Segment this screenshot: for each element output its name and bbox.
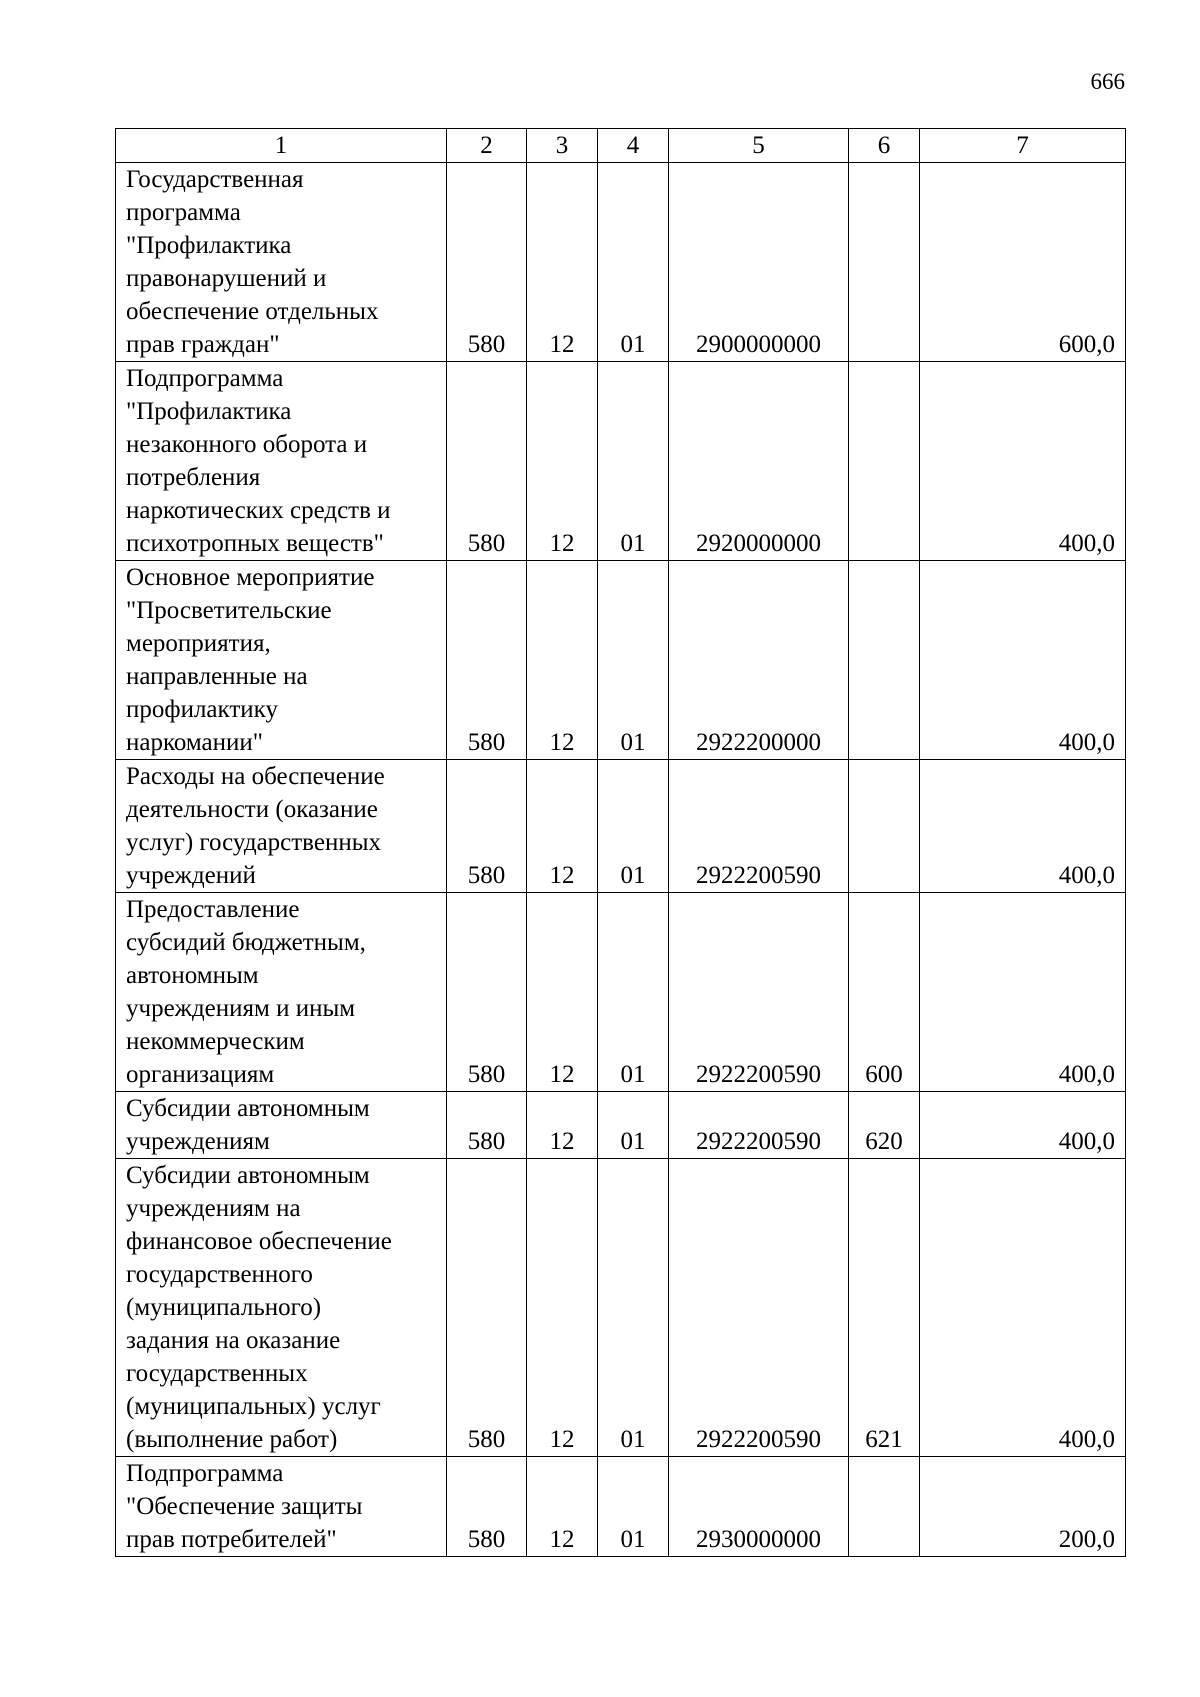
code-cell: 580 [447,362,527,561]
subsection-cell: 01 [598,1457,669,1557]
table-row [116,1092,1126,1159]
section-cell: 12 [527,1092,598,1159]
subsection-cell: 01 [598,893,669,1092]
section-cell: 12 [527,1457,598,1557]
row-name-cell: Субсидии автономным учреждениям [116,1092,447,1159]
subsection-cell: 01 [598,362,669,561]
table-row [116,362,1126,561]
subsection-cell: 01 [598,163,669,362]
column-header-3: 3 [527,129,598,163]
amount-cell: 400,0 [920,1159,1126,1457]
table-header [116,129,1126,163]
row-name-cell: Предоставление субсидий бюджетным, автономным учреждениям и иным некоммерческим организациям [116,893,447,1092]
page-number: 666 [1090,69,1125,94]
table-row [116,163,1126,362]
header-row [116,129,1126,163]
subsection-cell: 01 [598,561,669,760]
subsection-cell: 01 [598,1159,669,1457]
column-header-7: 7 [920,129,1126,163]
row-name-cell: Подпрограмма "Профилактика незаконного оборота и потребления наркотических средств и психотропных веществ" [116,362,447,561]
row-name-cell: Основное мероприятие "Просветительские мероприятия, направленные на профилактику наркомании" [116,561,447,760]
target-article-cell: 2922200590 [669,760,849,893]
expense-type-cell [849,362,920,561]
row-name-cell: Субсидии автономным учреждениям на финансовое обеспечение государственного (муниципального) задания на оказание государственных (муниципальных) услуг (выполнение работ) [116,1159,447,1457]
target-article-cell: 2920000000 [669,362,849,561]
expense-type-cell [849,1457,920,1557]
target-article-cell: 2922200590 [669,1092,849,1159]
row-name-cell: Подпрограмма "Обеспечение защиты прав потребителей" [116,1457,447,1557]
section-cell: 12 [527,163,598,362]
amount-cell: 400,0 [920,1092,1126,1159]
expense-type-cell [849,760,920,893]
section-cell: 12 [527,760,598,893]
table-row [116,893,1126,1092]
target-article-cell: 2922200590 [669,1159,849,1457]
table-row [116,760,1126,893]
code-cell: 580 [447,163,527,362]
code-cell: 580 [447,1159,527,1457]
expense-type-cell: 600 [849,893,920,1092]
amount-cell: 400,0 [920,893,1126,1092]
code-cell: 580 [447,561,527,760]
amount-cell: 400,0 [920,760,1126,893]
table-row [116,1159,1126,1457]
row-name-cell: Расходы на обеспечение деятельности (оказание услуг) государственных учреждений [116,760,447,893]
amount-cell: 400,0 [920,561,1126,760]
code-cell: 580 [447,760,527,893]
target-article-cell: 2930000000 [669,1457,849,1557]
code-cell: 580 [447,1457,527,1557]
amount-cell: 200,0 [920,1457,1126,1557]
subsection-cell: 01 [598,760,669,893]
column-header-1: 1 [116,129,447,163]
target-article-cell: 2922200590 [669,893,849,1092]
column-header-2: 2 [447,129,527,163]
budget-table [115,128,1126,1557]
table-row [116,561,1126,760]
section-cell: 12 [527,362,598,561]
section-cell: 12 [527,893,598,1092]
expense-type-cell [849,561,920,760]
expense-type-cell: 621 [849,1159,920,1457]
expense-type-cell: 620 [849,1092,920,1159]
table-row [116,1457,1126,1557]
code-cell: 580 [447,1092,527,1159]
amount-cell: 600,0 [920,163,1126,362]
target-article-cell: 2922200000 [669,561,849,760]
table-body [116,163,1126,1557]
expense-type-cell [849,163,920,362]
amount-cell: 400,0 [920,362,1126,561]
code-cell: 580 [447,893,527,1092]
target-article-cell: 2900000000 [669,163,849,362]
subsection-cell: 01 [598,1092,669,1159]
column-header-6: 6 [849,129,920,163]
column-header-5: 5 [669,129,849,163]
section-cell: 12 [527,561,598,760]
row-name-cell: Государственная программа "Профилактика правонарушений и обеспечение отдельных прав граждан" [116,163,447,362]
section-cell: 12 [527,1159,598,1457]
column-header-4: 4 [598,129,669,163]
